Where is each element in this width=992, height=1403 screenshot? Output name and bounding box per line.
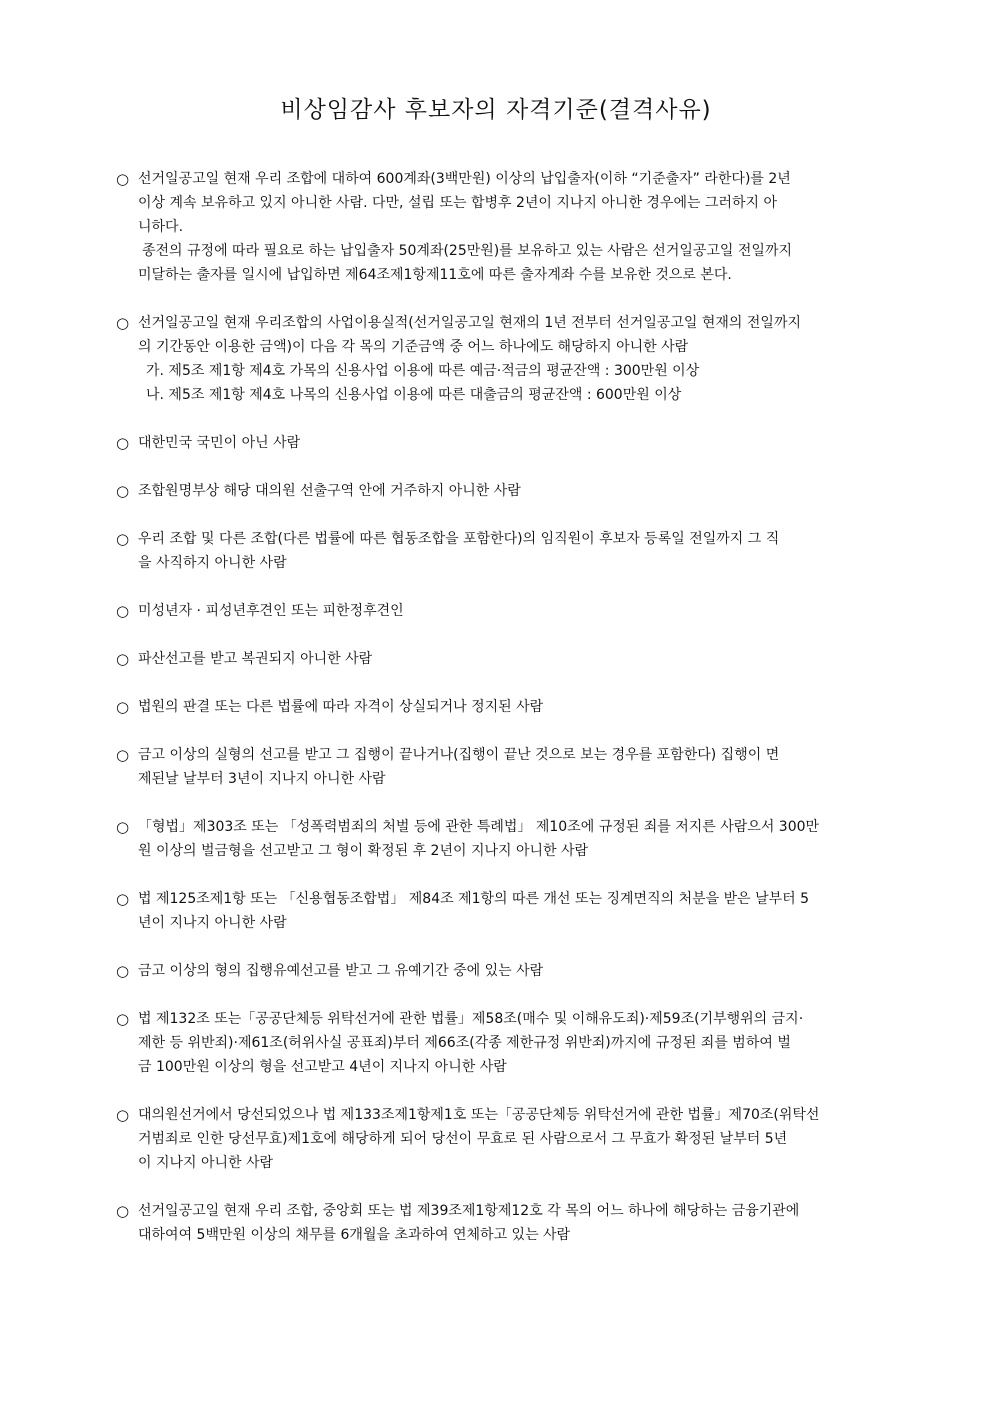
circle-bullet-icon: ○ xyxy=(116,602,130,620)
item-line: 금 100만원 이상의 형을 선고받고 4년이 지나지 아니한 사람 xyxy=(138,1059,507,1075)
list-item xyxy=(116,167,900,287)
item-line: 이상 계속 보유하고 있지 아니한 사람. 다만, 설립 또는 합병후 2년이 지나지 아니한 경우에는 그러하지 아 xyxy=(138,195,778,211)
item-line: 미성년자 · 피성년후견인 또는 피한정후견인 xyxy=(138,603,404,619)
item-line: 우리 조합 및 다른 조합(다른 법률에 따른 협동조합을 포함한다)의 임직원이 후보자 등록일 전일까지 그 직 xyxy=(138,531,780,547)
criteria-list xyxy=(116,167,900,1271)
item-line: 대한민국 국민이 아닌 사람 xyxy=(138,435,301,451)
item-line: 의 기간동안 이용한 금액)이 다음 각 목의 기준금액 중 어느 하나에도 해당하지 아니한 사람 xyxy=(138,339,689,355)
item-line: 니하다. xyxy=(138,219,184,235)
item-line: 선거일공고일 현재 우리 조합, 중앙회 또는 법 제39조제1항제12호 각 목의 어느 하나에 해당하는 금융기관에 xyxy=(138,1203,800,1219)
item-line: 원 이상의 벌금형을 선고받고 그 형이 확정된 후 2년이 지나지 아니한 사람 xyxy=(138,843,589,859)
circle-bullet-icon: ○ xyxy=(116,650,130,668)
list-item xyxy=(116,599,900,623)
circle-bullet-icon: ○ xyxy=(116,530,130,548)
circle-bullet-icon: ○ xyxy=(116,1106,130,1124)
document-title: 비상임감사 후보자의 자격기준(결격사유) xyxy=(280,97,712,123)
item-extra-line: 종전의 규정에 따라 필요로 하는 납입출자 50계좌(25만원)를 보유하고 있는 사람은 선거일공고일 전일까지 xyxy=(142,243,792,259)
list-item xyxy=(116,311,900,407)
list-item xyxy=(116,431,900,455)
circle-bullet-icon: ○ xyxy=(116,170,130,188)
item-line: 거범죄로 인한 당선무효)제1호에 해당하게 되어 당선이 무효로 된 사람으로서 그 무효가 확정된 날부터 5년 xyxy=(138,1131,788,1147)
circle-bullet-icon: ○ xyxy=(116,962,130,980)
list-item xyxy=(116,1103,900,1175)
item-line: 금고 이상의 형의 집행유예선고를 받고 그 유예기간 중에 있는 사람 xyxy=(138,963,544,979)
item-line: 대하여여 5백만원 이상의 채무를 6개월을 초과하여 연체하고 있는 사람 xyxy=(138,1227,571,1243)
list-item xyxy=(116,695,900,719)
item-line: 금고 이상의 실형의 선고를 받고 그 집행이 끝나거나(집행이 끝난 것으로 보는 경우를 포함한다) 집행이 면 xyxy=(138,747,780,763)
circle-bullet-icon: ○ xyxy=(116,890,130,908)
list-item xyxy=(116,815,900,863)
circle-bullet-icon: ○ xyxy=(116,1202,130,1220)
item-line: 이 지나지 아니한 사람 xyxy=(138,1155,274,1171)
item-line: 법 제132조 또는「공공단체등 위탁선거에 관한 법률」제58조(매수 및 이해유도죄)·제59조(기부행위의 금지· xyxy=(138,1011,804,1027)
circle-bullet-icon: ○ xyxy=(116,746,130,764)
item-line: 제된날 날부터 3년이 지나지 아니한 사람 xyxy=(138,771,386,787)
item-line: 제한 등 위반죄)·제61조(허위사실 공표죄)부터 제66조(각종 제한규정 위반죄)까지에 규정된 죄를 범하여 벌 xyxy=(138,1035,791,1051)
circle-bullet-icon: ○ xyxy=(116,698,130,716)
item-line: 파산선고를 받고 복권되지 아니한 사람 xyxy=(138,651,373,667)
item-line: 선거일공고일 현재 우리 조합에 대하여 600계좌(3백만원) 이상의 납입출자(이하 “기준출자” 라한다)를 2년 xyxy=(138,171,791,187)
item-line: 조합원명부상 해당 대의원 선출구역 안에 거주하지 아니한 사람 xyxy=(138,483,521,499)
list-item xyxy=(116,1199,900,1247)
list-item xyxy=(116,743,900,791)
item-line: 「형법」제303조 또는 「성폭력범죄의 처벌 등에 관한 특례법」 제10조에 규정된 죄를 저지른 사람으서 300만 xyxy=(138,819,820,835)
circle-bullet-icon: ○ xyxy=(116,818,130,836)
item-line: 법원의 판결 또는 다른 법률에 따라 자격이 상실되거나 정지된 사람 xyxy=(138,699,544,715)
list-item xyxy=(116,959,900,983)
circle-bullet-icon: ○ xyxy=(116,434,130,452)
circle-bullet-icon: ○ xyxy=(116,314,130,332)
item-sub-line: 가. 제5조 제1항 제4호 가목의 신용사업 이용에 따른 예금·적금의 평균잔액 : 300만원 이상 xyxy=(146,363,700,379)
item-extra-line: 미달하는 출자를 일시에 납입하면 제64조제1항제11호에 따른 출자계좌 수를 보유한 것으로 본다. xyxy=(138,267,732,283)
item-line: 선거일공고일 현재 우리조합의 사업이용실적(선거일공고일 현재의 1년 전부터 선거일공고일 현재의 전일까지 xyxy=(138,315,801,331)
item-line: 대의원선거에서 당선되었으나 법 제133조제1항제1호 또는「공공단체등 위탁선거에 관한 법률」제70조(위탁선 xyxy=(138,1107,820,1123)
list-item xyxy=(116,647,900,671)
list-item xyxy=(116,527,900,575)
item-line: 년이 지나지 아니한 사람 xyxy=(138,915,287,931)
circle-bullet-icon: ○ xyxy=(116,482,130,500)
item-line: 법 제125조제1항 또는 「신용협동조합법」 제84조 제1항의 따른 개선 또는 징계면직의 처분을 받은 날부터 5 xyxy=(138,891,810,907)
circle-bullet-icon: ○ xyxy=(116,1010,130,1028)
list-item xyxy=(116,1007,900,1079)
item-line: 을 사직하지 아니한 사람 xyxy=(138,555,287,571)
item-sub-line: 나. 제5조 제1항 제4호 나목의 신용사업 이용에 따른 대출금의 평균잔액 : 600만원 이상 xyxy=(146,387,682,403)
list-item xyxy=(116,887,900,935)
list-item xyxy=(116,479,900,503)
